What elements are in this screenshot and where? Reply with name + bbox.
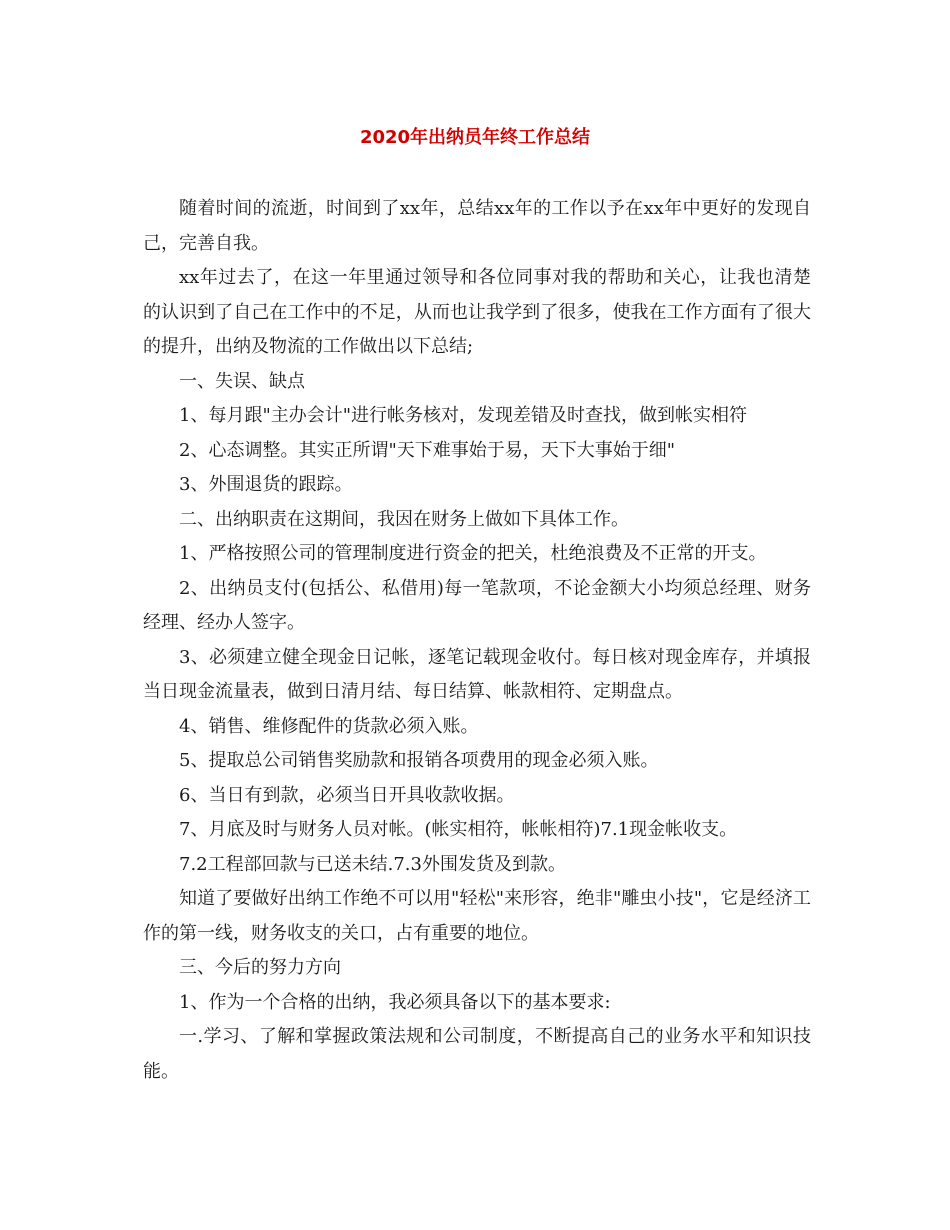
section-heading: 二、出纳职责在这期间，我因在财务上做如下具体工作。 (179, 508, 629, 530)
section-heading: 三、今后的努力方向 (179, 957, 341, 978)
body-paragraph: 随着时间的流逝，时间到了xx年，总结xx年的工作以予在xx年中更好的发现自己，完善自我。 (143, 198, 811, 254)
body-paragraph: xx年过去了，在这一年里通过领导和各位同事对我的帮助和关心，让我也清楚的认识到了自己在工作中的不足，从而也让我学到了很多，使我在工作方面有了很大的提升，出纳及物流的工作做出以下总结; (143, 267, 811, 357)
list-item: 4、销售、维修配件的货款必须入账。 (179, 715, 479, 737)
list-item: 1、严格按照公司的管理制度进行资金的把关，杜绝浪费及不正常的开支。 (179, 543, 767, 564)
list-item: 7、月底及时与财务人员对帐。(帐实相符，帐帐相符)7.1现金帐收支。 (179, 819, 738, 840)
body-paragraph: 知道了要做好出纳工作绝不可以用"轻松"来形容，绝非"雕虫小技"，它是经济工作的第一线，财务收支的关口，占有重要的地位。 (143, 888, 811, 944)
list-item: 6、当日有到款，必须当日开具收款收据。 (179, 784, 515, 806)
list-item: 2、出纳员支付(包括公、私借用)每一笔款项，不论金额大小均须总经理、财务经理、经办人签字。 (143, 577, 811, 633)
list-item: 1、每月跟"主办会计"进行帐务核对，发现差错及时查找，做到帐实相符 (179, 405, 748, 426)
list-item: 1、作为一个合格的出纳，我必须具备以下的基本要求: (179, 991, 611, 1013)
section-heading: 一、失误、缺点 (179, 370, 305, 392)
list-item: 5、提取总公司销售奖励款和报销各项费用的现金必须入账。 (179, 750, 659, 771)
list-item: 一.学习、了解和掌握政策法规和公司制度，不断提高自己的业务水平和知识技能。 (143, 1026, 811, 1082)
list-item: 3、外围退货的跟踪。 (179, 474, 353, 495)
list-item: 7.2工程部回款与已送未结.7.3外围发货及到款。 (179, 853, 566, 875)
list-item: 3、必须建立健全现金日记帐，逐笔记载现金收付。每日核对现金库存，并填报当日现金流量表，做到日清月结、每日结算、帐款相符、定期盘点。 (143, 646, 811, 702)
list-item: 2、心态调整。其实正所谓"天下难事始于易，天下大事始于细" (179, 439, 676, 461)
document-body (143, 192, 811, 1089)
document-title: 2020年出纳员年终工作总结 (359, 127, 591, 148)
